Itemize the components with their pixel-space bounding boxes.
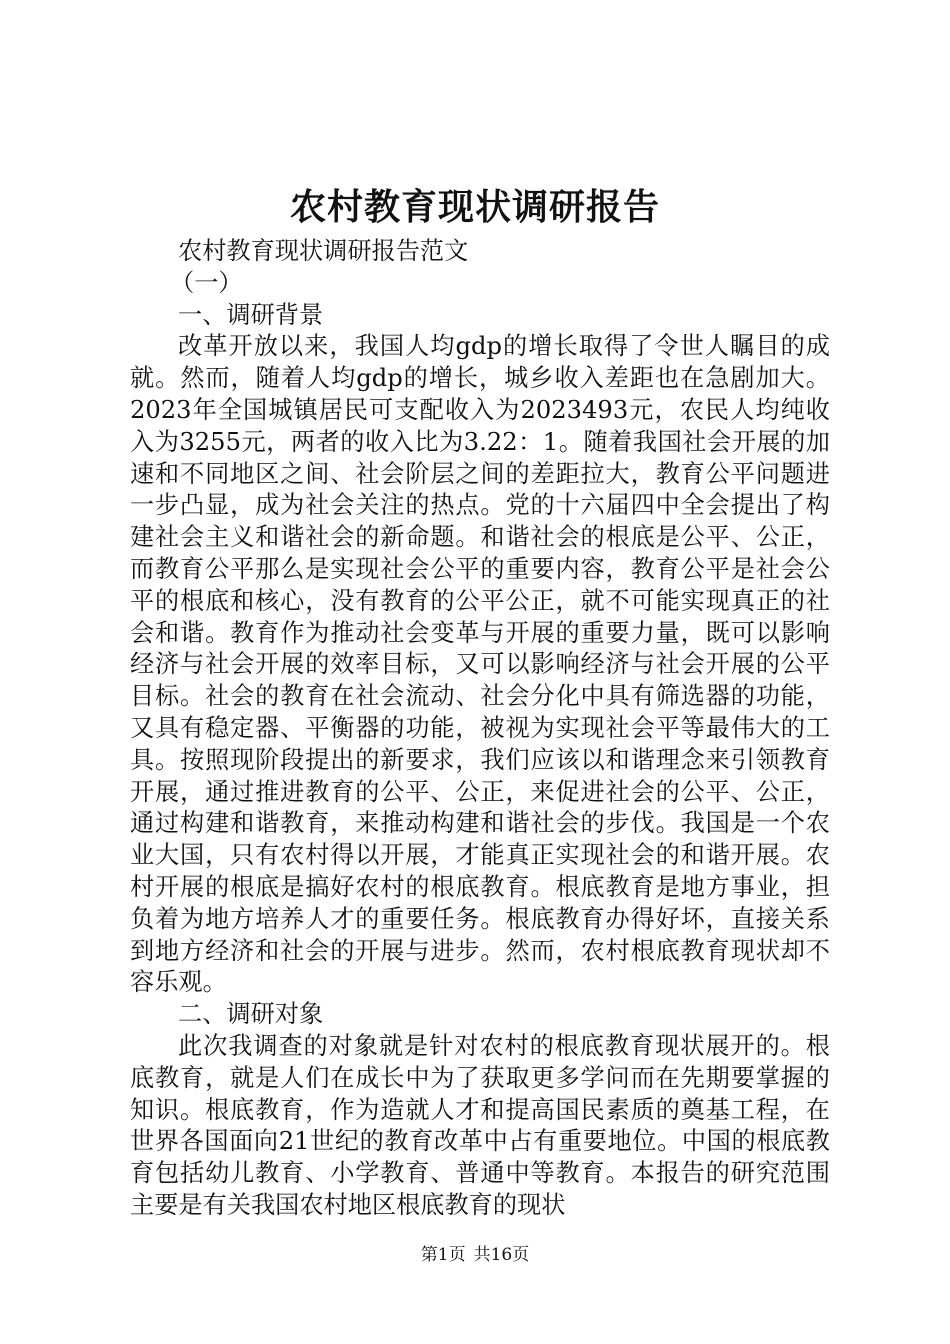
total-pages: 共16页 [473,1245,530,1265]
section-number-paragraph: （一） [170,268,243,297]
subject-paragraph: 此次我调查的对象就是针对农村的根底教育现状展开的。根底教育，就是人们在成长中为了获取更多学问而在先期要掌握的知识。根底教育，作为造就人才和提高国民素质的奠基工程，在世界各国面向21世纪的教育改革中占有重要地位。中国的根底教育包括幼儿教育、小学教育、普通中等教育。本报告的研究范围主要是有关我国农村地区根底教育的现状 [130,1031,830,1219]
page-footer [0,1243,950,1267]
page-number: 第1页 [420,1245,466,1265]
document-body [130,236,830,1222]
subtitle-paragraph: 农村教育现状调研报告范文 [178,237,469,265]
document-title: 农村教育现状调研报告 [289,186,660,228]
heading-background: 一、调研背景 [178,300,324,329]
heading-subject: 二、调研对象 [178,1000,324,1029]
background-paragraph: 改革开放以来，我国人均gdp的增长取得了令世人瞩目的成就。然而，随着人均gdp的增长，城乡收入差距也在急剧加大。2023年全国城镇居民可支配收入为2023493元，农民人均纯收入为3255元，两者的收入比为3.22：1。随着我国社会开展的加速和不同地区之间、社会阶层之间的差距拉大，教育公平问题进一步凸显，成为社会关注的热点。党的十六届四中全会提出了构建社会主义和谐社会的新命题。和谐社会的根底是公平、公正，而教育公平那么是实现社会公平的重要内容，教育公平是社会公平的根底和核心，没有教育的公平公正，就不可能实现真正的社会和谐。教育作为推动社会变革与开展的重要力量，既可以影响经济与社会开展的效率目标，又可以影响经济与社会开展的公平目标。社会的教育在社会流动、社会分化中具有筛选器的功能，又具有稳定器、平衡器的功能，被视为实现社会平等最伟大的工具。按照现阶段提出的新要求，我们应该以和谐理念来引领教育开展，通过推进教育的公平、公正，来促进社会的公平、公正，通过构建和谐教育，来推动构建和谐社会的步伐。我国是一个农业大国，只有农村得以开展，才能真正实现社会的和谐开展。农村开展的根底是搞好农村的根底教育。根底教育是地方事业，担负着为地方培养人才的重要任务。根底教育办得好坏，直接关系到地方经济和社会的开展与进步。然而，农村根底教育现状却不容乐观。 [130,332,830,997]
